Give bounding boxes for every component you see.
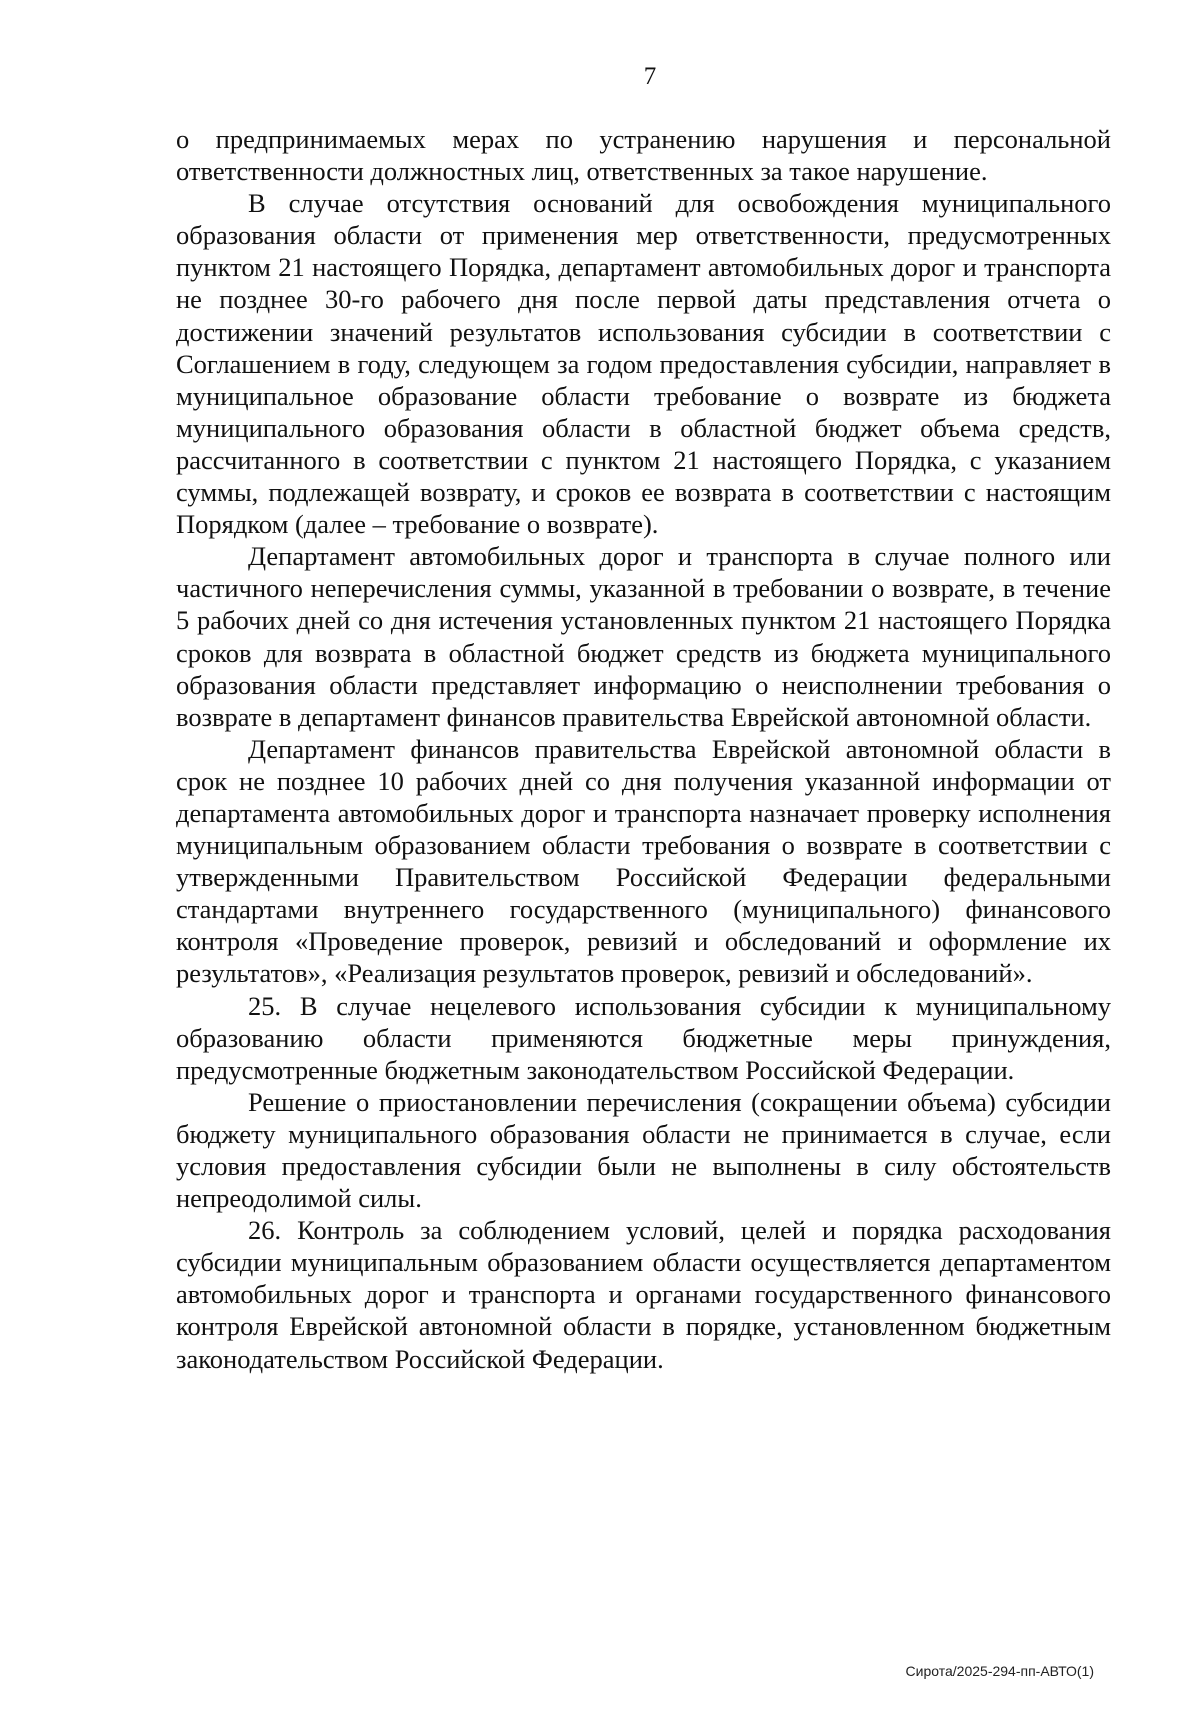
paragraph-refund-demand: В случае отсутствия оснований для освобождения муниципального образования области от применения мер ответственности, предусмотренных пунктом 21 настоящего Порядка, департамент автомобильных дорог и транспорта не позднее 30-го рабочего дня после первой даты представления отчета о достижении значений результатов использования субсидии в соответствии с Соглашением в году, следующем за годом предоставления субсидии, направляет в муниципальное образование области требование о возврате из бюджета муниципального образования области в областной бюджет объема средств, рассчитанного в соответствии с пунктом 21 настоящего Порядка, с указанием суммы, подлежащей возврату, и сроков ее возврата в соответствии с настоящим Порядком (далее – требование о возврате). <box>176 188 1111 540</box>
paragraph-finance-audit: Департамент финансов правительства Еврейской автономной области в срок не позднее 10 рабочих дней со дня получения указанной информации от департамента автомобильных дорог и транспорта назначает проверку исполнения муниципальным образованием области требования о возврате в соответствии с утвержденными Правительством Российской Федерации федеральными стандартами внутреннего государственного (муниципального) финансового контроля «Проведение проверок, ревизий и обследований и оформление их результатов», «Реализация результатов проверок, ревизий и обследований». <box>176 733 1111 989</box>
paragraph-item-25: 25. В случае нецелевого использования субсидии к муниципальному образованию области применяются бюджетные меры принуждения, предусмотренные бюджетным законодательством Российской Федерации. <box>176 990 1111 1085</box>
paragraph-non-transfer-info: Департамент автомобильных дорог и транспорта в случае полного или частичного неперечисления суммы, указанной в требовании о возврате, в течение 5 рабочих дней со дня истечения установленных пунктом 21 настоящего Порядка сроков для возврата в областной бюджет средств из бюджета муниципального образования области представляет информацию о неисполнении требования о возврате в департамент финансов правительства Еврейской автономной области. <box>176 541 1111 732</box>
paragraph-item-26: 26. Контроль за соблюдением условий, целей и порядка расходования субсидии муниципальным образованием области осуществляется департаментом автомобильных дорог и транспорта и органами государственного финансового контроля Еврейской автономной области в порядке, установленном бюджетным законодательством Российской Федерации. <box>176 1215 1111 1374</box>
document-footer-reference: Сирота/2025-294-пп-АВТО(1) <box>905 1663 1094 1679</box>
document-body <box>176 123 1111 1375</box>
paragraph-continuation: о предпринимаемых мерах по устранению нарушения и персональной ответственности должностных лиц, ответственных за такое нарушение. <box>176 124 1111 187</box>
page-number: 7 <box>643 63 657 90</box>
paragraph-suspension-decision: Решение о приостановлении перечисления (сокращении объема) субсидии бюджету муниципального образования области не принимается в случае, если условия предоставления субсидии были не выполнены в силу обстоятельств непреодолимой силы. <box>176 1086 1111 1214</box>
